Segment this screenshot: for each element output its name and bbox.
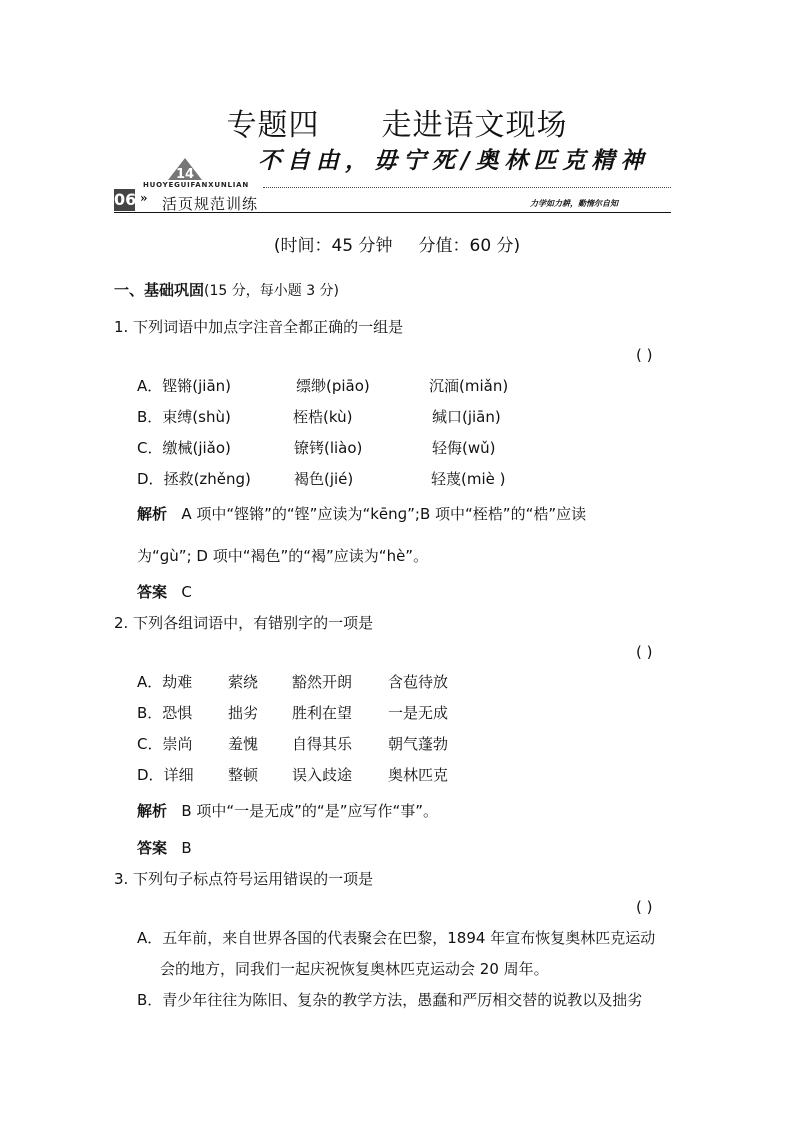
q3-stem: 3. 下列句子标点符号运用错误的一项是 xyxy=(114,870,374,888)
total-score: 分值：60 分) xyxy=(418,236,521,256)
q3-option-a-line2: 会的地方，同我们一起庆祝恢复奥林匹克运动会 20 周年。 xyxy=(160,960,549,978)
answer-label: 答案 xyxy=(137,839,168,857)
q2-option-a-word2: 萦绕 xyxy=(228,673,259,691)
analysis-label: 解析 xyxy=(137,802,168,820)
section-number: 06 xyxy=(114,190,137,209)
title-part1: 专题四 xyxy=(226,108,320,143)
q2-option-d-word4: 奥林匹克 xyxy=(388,766,449,784)
q1-answer-blank: ( ) xyxy=(636,346,653,364)
q1-option-d-word2: 褐色(jié) xyxy=(294,470,354,488)
q1-answer: 答案 C xyxy=(137,583,192,601)
q3-answer-blank: ( ) xyxy=(636,898,653,916)
q1-option-d: D．拯救(zhěng) xyxy=(137,470,251,488)
part1-note: (15 分，每小题 3 分) xyxy=(204,283,340,299)
badge-number: 14 xyxy=(175,167,195,180)
q2-option-d-word2: 整顿 xyxy=(228,766,259,784)
q1-option-b-word3: 缄口(jiān) xyxy=(432,408,501,426)
part1-title: 一、基础巩固 xyxy=(114,281,205,299)
q2-option-c-word2: 羞愧 xyxy=(228,735,259,753)
analysis-label: 解析 xyxy=(137,505,168,523)
q2-answer: 答案 B xyxy=(137,839,192,857)
chevron-right-icon: » xyxy=(140,191,148,205)
q1-option-c: C．缴械(jiǎo) xyxy=(137,439,231,457)
q2-option-a-word3: 豁然开朗 xyxy=(292,673,353,691)
q2-option-b-word2: 拙劣 xyxy=(228,704,259,722)
q2-option-b-word3: 胜利在望 xyxy=(292,704,353,722)
q1-stem: 1. 下列词语中加点字注音全都正确的一组是 xyxy=(114,318,404,336)
q2-option-d: D．详细 xyxy=(137,766,194,784)
q2-option-a-word4: 含苞待放 xyxy=(388,673,449,691)
q1-option-c-word2: 镣铐(liào) xyxy=(294,439,363,457)
header-rule xyxy=(114,212,671,213)
q1-option-d-word3: 轻蔑(miè ) xyxy=(431,470,506,488)
answer-label: 答案 xyxy=(137,583,168,601)
q2-stem: 2. 下列各组词语中，有错别字的一项是 xyxy=(114,614,374,632)
q1-option-b: B．束缚(shù) xyxy=(137,408,231,426)
q1-option-a-word3: 沉湎(miǎn) xyxy=(429,377,509,395)
page-title xyxy=(0,100,794,144)
q1-option-a: A．铿锵(jiān) xyxy=(137,377,232,395)
title-part2: 走进语文现场 xyxy=(381,108,568,143)
q2-analysis: 解析 B 项中“一是无成”的“是”应写作“事”。 xyxy=(137,802,439,820)
q2-answer-blank: ( ) xyxy=(636,643,653,661)
q1-analysis: 解析 A 项中“铿锵”的“铿”应读为“kēnɡ”;B 项中“桎梏”的“梏”应读 xyxy=(137,505,587,523)
motto: 力学如力耕，勤惰尔自知 xyxy=(530,199,618,208)
triangle-badge-icon xyxy=(168,158,202,180)
section-label: 活页规范训练 xyxy=(162,195,259,213)
q2-option-c: C．崇尚 xyxy=(137,735,193,753)
q3-option-b: B．青少年往往为陈旧、复杂的教学方法，愚蠢和严厉相交替的说教以及拙劣 xyxy=(137,991,643,1009)
q3-option-a: A．五年前，来自世界各国的代表聚会在巴黎，1894 年宣布恢复奥林匹克运动 xyxy=(137,929,656,947)
time-limit: (时间：45 分钟 xyxy=(273,236,393,256)
part1-heading xyxy=(114,279,339,300)
q2-option-c-word4: 朝气蓬勃 xyxy=(388,735,449,753)
q2-option-b-word4: 一是无成 xyxy=(388,704,449,722)
q1-option-b-word2: 桎梏(kù) xyxy=(293,408,353,426)
q2-option-b: B．恐惧 xyxy=(137,704,193,722)
q1-option-a-word2: 缥缈(piāo) xyxy=(296,377,370,395)
q2-option-c-word3: 自得其乐 xyxy=(292,735,353,753)
dotted-divider xyxy=(263,187,671,188)
section-pinyin: HUOYEGUIFANXUNLIAN xyxy=(143,181,250,189)
page-subtitle: 不自由，毋宁死/奥林匹克精神 xyxy=(258,147,650,174)
q1-analysis-line2: 为“ɡù”; D 项中“褐色”的“褐”应读为“hè”。 xyxy=(137,547,429,565)
q2-option-d-word3: 误入歧途 xyxy=(292,766,353,784)
q2-option-a: A．劫难 xyxy=(137,673,193,691)
time-score-info xyxy=(0,231,794,256)
q1-option-c-word3: 轻侮(wǔ) xyxy=(432,439,496,457)
